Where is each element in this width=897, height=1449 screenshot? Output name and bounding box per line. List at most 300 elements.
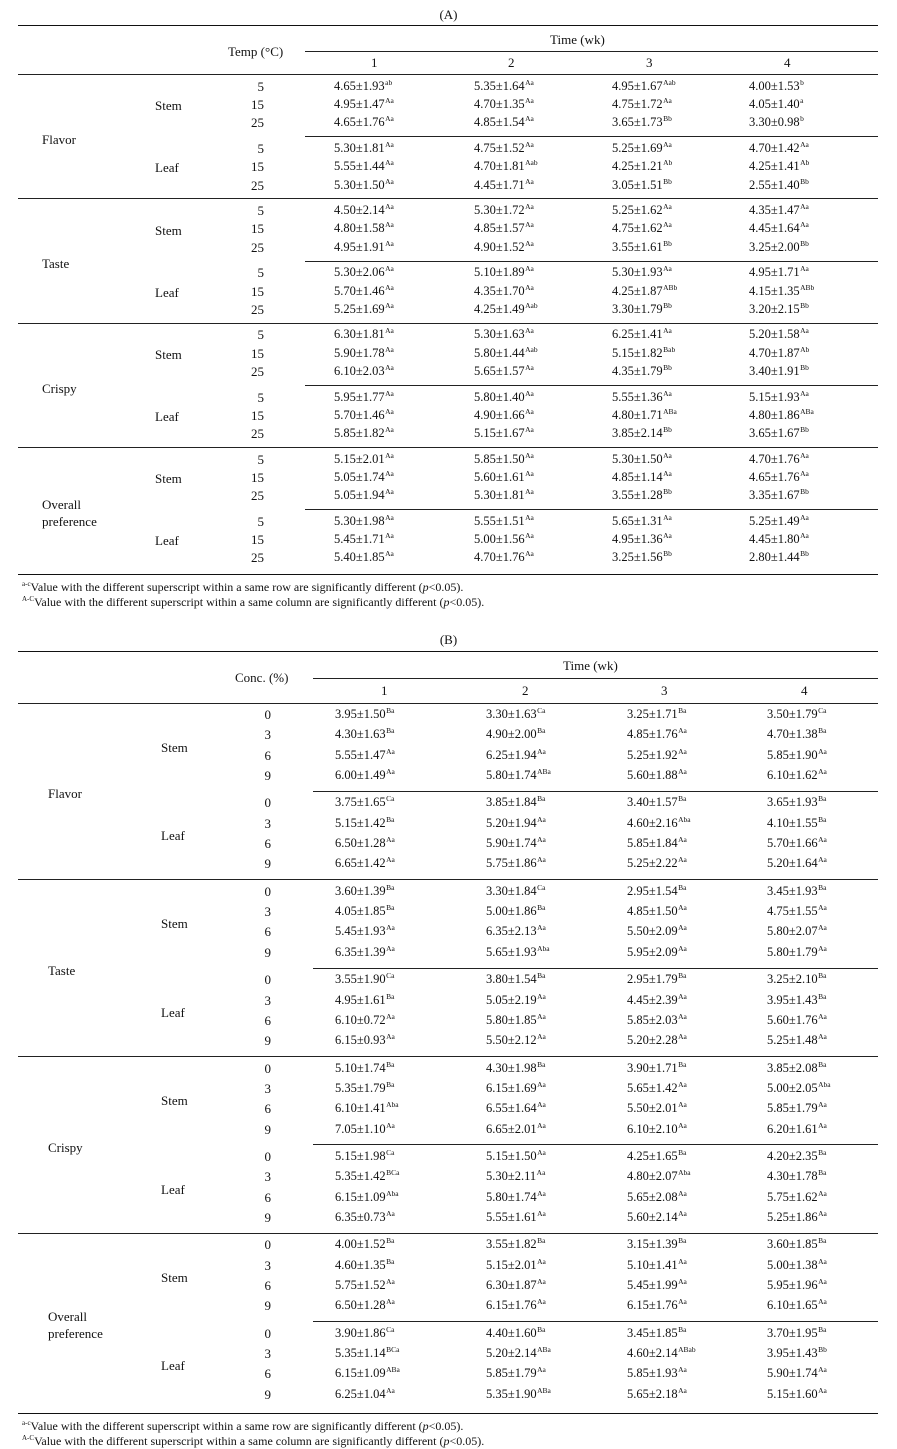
- table-cell: [767, 856, 827, 871]
- table-cell: [335, 1237, 394, 1252]
- table-cell: [767, 707, 826, 722]
- cell-value: 5.85±2.03: [627, 1012, 678, 1027]
- cell-value: 4.25±1.21: [612, 159, 663, 174]
- table-cell: [486, 1326, 545, 1341]
- cell-value: 4.85±1.14: [612, 469, 663, 484]
- cell-value: 4.50±2.14: [334, 203, 385, 218]
- table-cell: [749, 550, 809, 565]
- table-cell: [486, 1122, 546, 1137]
- level-label: 6: [264, 1189, 271, 1205]
- cell-value: 3.30±1.84: [486, 883, 537, 898]
- cell-superscript: Aa: [678, 1208, 687, 1218]
- table-cell: [767, 904, 827, 919]
- table-cell: [486, 945, 550, 960]
- cell-superscript: Aa: [385, 158, 394, 168]
- table-cell: [334, 488, 394, 503]
- table-cell: [767, 816, 826, 831]
- cell-value: 3.95±1.43: [767, 1346, 818, 1361]
- cell-superscript: Aa: [800, 202, 809, 212]
- cell-superscript: Aa: [525, 487, 534, 496]
- table-cell: [474, 514, 534, 529]
- cell-value: 5.15±1.93: [749, 389, 800, 404]
- table-cell: [612, 284, 677, 299]
- table-cell: [767, 1346, 827, 1361]
- cell-value: 5.70±1.46: [334, 283, 385, 298]
- factor-header: Temp (°C): [228, 44, 284, 59]
- cell-value: 4.95±1.36: [612, 531, 663, 546]
- cell-superscript: Aa: [525, 140, 534, 150]
- level-label: 15: [251, 407, 264, 423]
- table-cell: [334, 302, 394, 317]
- cell-value: 4.70±1.38: [767, 727, 818, 742]
- level-label: 5: [257, 141, 264, 157]
- table-cell: [486, 816, 546, 831]
- cell-value: 5.00±1.38: [767, 1257, 818, 1272]
- cell-superscript: Ba: [818, 794, 827, 804]
- cell-value: 4.85±1.76: [627, 727, 678, 742]
- cell-value: 5.00±2.05: [767, 1080, 818, 1095]
- table-cell: [486, 1346, 551, 1361]
- level-label: 5: [257, 203, 264, 219]
- part-label: Leaf: [155, 408, 179, 424]
- cell-value: 4.35±1.47: [749, 203, 800, 218]
- footnote-mark: A-C: [22, 1433, 35, 1442]
- table-cell: [612, 97, 672, 112]
- table-cell: [334, 284, 394, 299]
- table-cell: [486, 1033, 546, 1048]
- table-cell: [767, 748, 827, 763]
- cell-value: 5.55±1.47: [335, 747, 386, 762]
- rule-line: [18, 25, 878, 26]
- cell-value: 5.85±1.79: [767, 1101, 818, 1116]
- cell-value: 5.65±1.57: [474, 363, 525, 378]
- cell-superscript: Aa: [800, 388, 809, 398]
- time-header: Time (wk): [550, 32, 605, 47]
- cell-superscript: ABa: [386, 1365, 400, 1375]
- cell-superscript: Aa: [818, 746, 827, 756]
- level-label: 15: [251, 531, 264, 547]
- cell-superscript: Ca: [818, 706, 827, 715]
- cell-superscript: Ba: [818, 1148, 827, 1157]
- cell-value: 3.65±1.73: [612, 115, 663, 130]
- table-cell: [767, 727, 826, 742]
- cell-superscript: Aa: [536, 1168, 546, 1178]
- level-label: 15: [251, 283, 264, 299]
- cell-value: 5.80±2.07: [767, 924, 818, 939]
- table-cell: [486, 836, 546, 851]
- rule-line: [305, 261, 878, 262]
- part-label: Stem: [161, 916, 188, 932]
- cell-value: 4.70±1.76: [474, 550, 525, 565]
- table-cell: [474, 426, 534, 441]
- cell-value: 3.40±1.91: [749, 363, 800, 378]
- level-label: 25: [251, 177, 264, 193]
- table-cell: [767, 924, 827, 939]
- cell-superscript: Aa: [818, 1385, 827, 1395]
- cell-superscript: Ba: [678, 1236, 687, 1246]
- cell-superscript: ABa: [800, 406, 814, 416]
- cell-value: 6.25±1.04: [335, 1386, 386, 1401]
- table-cell: [749, 141, 809, 156]
- part-label: Leaf: [161, 1358, 185, 1374]
- table-cell: [335, 816, 394, 831]
- cell-superscript: Aa: [385, 450, 394, 460]
- table-cell: [627, 1326, 686, 1341]
- cell-value: 5.25±2.22: [627, 856, 678, 871]
- level-label: 0: [264, 795, 271, 811]
- cell-value: 5.85±1.90: [767, 747, 818, 762]
- cell-superscript: Aa: [385, 406, 394, 416]
- part-label: Stem: [161, 1270, 188, 1285]
- level-label: 3: [264, 1346, 271, 1362]
- table-cell: [486, 1278, 546, 1293]
- cell-value: 3.40±1.57: [627, 795, 678, 810]
- cell-superscript: Aa: [525, 549, 534, 559]
- cell-superscript: Aa: [385, 530, 394, 540]
- cell-superscript: Aa: [537, 1032, 546, 1042]
- cell-superscript: Aa: [525, 238, 534, 248]
- group-label: Crispy: [42, 380, 77, 396]
- cell-superscript: Aa: [663, 512, 672, 522]
- level-label: 5: [257, 265, 264, 281]
- cell-value: 5.85±1.84: [627, 836, 678, 850]
- cell-value: 4.15±1.35: [749, 283, 800, 298]
- cell-value: 5.30±1.81: [474, 488, 525, 502]
- level-label: 15: [251, 97, 264, 113]
- table-cell: [486, 768, 551, 783]
- cell-value: 4.60±2.14: [627, 1346, 678, 1361]
- cell-value: 4.95±1.91: [334, 239, 385, 254]
- table-cell: [627, 924, 687, 939]
- cell-value: 3.70±1.95: [767, 1325, 818, 1340]
- cell-superscript: Ba: [818, 1236, 827, 1246]
- cell-superscript: Ba: [386, 882, 395, 892]
- level-label: 3: [264, 904, 271, 920]
- cell-value: 6.65±2.01: [486, 1121, 537, 1136]
- table-cell: [335, 1101, 399, 1116]
- cell-value: 3.30±1.79: [612, 301, 663, 316]
- table-cell: [334, 470, 394, 485]
- cell-superscript: Aa: [385, 468, 394, 478]
- table-cell: [612, 452, 672, 467]
- level-label: 3: [264, 1257, 271, 1273]
- level-label: 3: [264, 1169, 271, 1185]
- level-label: 3: [264, 815, 271, 831]
- cell-superscript: Aba: [537, 943, 550, 953]
- cell-superscript: Aa: [800, 140, 809, 150]
- table-cell: [749, 203, 809, 218]
- table-cell: [474, 302, 538, 317]
- cell-superscript: Aa: [818, 1011, 827, 1021]
- cell-superscript: Aa: [678, 923, 687, 933]
- cell-value: 5.15±1.98: [335, 1149, 386, 1163]
- cell-superscript: Aa: [385, 202, 394, 212]
- level-label: 3: [264, 727, 271, 743]
- part-label: Leaf: [155, 160, 179, 176]
- cell-value: 5.35±1.79: [335, 1080, 386, 1095]
- cell-value: 5.35±1.42: [335, 1169, 386, 1184]
- level-label: 9: [264, 856, 271, 872]
- cell-superscript: Aa: [678, 726, 687, 736]
- cell-superscript: Aa: [525, 220, 534, 230]
- cell-value: 5.30±2.11: [486, 1169, 537, 1184]
- cell-value: 5.80±1.74: [486, 767, 537, 782]
- cell-value: 4.00±1.53: [749, 79, 800, 93]
- group-label: Overall preference: [48, 1308, 103, 1341]
- cell-superscript: Aa: [663, 530, 672, 540]
- level-label: 9: [264, 1209, 271, 1225]
- cell-superscript: Aa: [525, 530, 534, 540]
- cell-value: 5.30±1.93: [612, 265, 663, 280]
- cell-value: 4.35±1.79: [612, 363, 663, 378]
- cell-superscript: Aa: [800, 468, 809, 478]
- cell-superscript: Bb: [663, 549, 672, 559]
- cell-value: 5.25±1.69: [334, 301, 385, 316]
- cell-value: 5.65±1.93: [486, 944, 537, 959]
- table-cell: [627, 1190, 687, 1205]
- cell-superscript: Ba: [386, 1079, 395, 1089]
- cell-value: 3.75±1.65: [335, 795, 386, 810]
- cell-superscript: Aa: [385, 264, 394, 274]
- cell-value: 3.85±2.14: [612, 425, 663, 440]
- footnote: [22, 580, 463, 595]
- cell-superscript: Aa: [385, 424, 394, 434]
- cell-superscript: ABa: [663, 406, 677, 416]
- cell-superscript: Aa: [818, 1297, 827, 1307]
- cell-superscript: ABb: [800, 282, 815, 292]
- cell-value: 4.60±2.16: [627, 815, 678, 830]
- cell-superscript: Aa: [537, 1120, 546, 1130]
- cell-value: 4.80±2.07: [627, 1169, 678, 1184]
- cell-superscript: Aa: [818, 835, 827, 844]
- cell-value: 5.15±1.82: [612, 345, 663, 360]
- table-cell: [627, 768, 687, 783]
- cell-superscript: Aa: [678, 1365, 687, 1375]
- table-cell: [486, 1237, 545, 1252]
- cell-value: 4.40±1.60: [486, 1325, 537, 1340]
- cell-superscript: Aa: [386, 1011, 395, 1021]
- cell-superscript: Aa: [537, 1079, 546, 1089]
- cell-superscript: Aa: [385, 140, 394, 150]
- cell-superscript: Ba: [537, 1059, 546, 1069]
- level-label: 0: [264, 707, 271, 722]
- cell-superscript: Ab: [663, 158, 673, 168]
- level-label: 6: [264, 836, 271, 851]
- cell-superscript: Aa: [678, 1297, 687, 1307]
- cell-superscript: Ba: [678, 1148, 687, 1157]
- part-label: Stem: [155, 470, 182, 486]
- cell-value: 3.30±0.98: [749, 115, 800, 130]
- cell-value: 5.00±1.86: [486, 904, 537, 919]
- cell-superscript: Bb: [663, 300, 672, 310]
- table-cell: [486, 993, 546, 1008]
- rule-line: [313, 968, 878, 969]
- cell-value: 3.85±1.84: [486, 795, 537, 810]
- cell-superscript: Ba: [537, 1324, 546, 1334]
- cell-superscript: Aa: [818, 1277, 827, 1286]
- cell-superscript: Bb: [663, 238, 672, 248]
- group-label: Crispy: [48, 1140, 83, 1155]
- table-cell: [612, 488, 672, 503]
- table-cell: [767, 1169, 826, 1184]
- table-cell: [767, 972, 826, 987]
- table-cell: [335, 904, 394, 919]
- table-cell: [334, 390, 394, 405]
- cell-superscript: Aa: [537, 1011, 546, 1021]
- level-label: 15: [251, 221, 264, 237]
- cell-superscript: Aa: [678, 1277, 687, 1286]
- cell-value: 4.90±2.00: [486, 727, 537, 742]
- table-cell: [335, 748, 395, 763]
- cell-superscript: Aa: [678, 746, 687, 756]
- cell-superscript: Aa: [800, 512, 809, 522]
- table-cell: [612, 203, 672, 218]
- time-col-header: 4: [801, 683, 808, 698]
- table-cell: [749, 346, 809, 361]
- rule-line: [18, 651, 878, 652]
- level-label: 0: [264, 1237, 271, 1253]
- table-cell: [749, 390, 809, 405]
- cell-superscript: Aa: [386, 943, 395, 953]
- cell-value: 6.10±1.41: [335, 1101, 386, 1116]
- cell-value: 5.45±1.93: [335, 924, 386, 939]
- cell-superscript: Aa: [525, 424, 534, 434]
- table-cell: [627, 904, 687, 919]
- cell-value: 5.25±1.49: [749, 513, 800, 528]
- cell-value: 3.55±1.82: [486, 1237, 537, 1252]
- cell-superscript: Aa: [537, 814, 546, 824]
- cell-superscript: Bb: [663, 114, 672, 124]
- cell-superscript: Aa: [663, 450, 672, 460]
- cell-superscript: Aa: [525, 450, 534, 460]
- table-cell: [612, 221, 672, 236]
- cell-superscript: Aa: [525, 388, 534, 398]
- table-cell: [486, 856, 546, 871]
- cell-value: 5.30±1.50: [612, 451, 663, 466]
- cell-value: 5.95±1.96: [767, 1278, 818, 1292]
- cell-superscript: Bab: [663, 344, 676, 354]
- table-cell: [627, 1387, 687, 1402]
- cell-value: 5.35±1.90: [486, 1386, 537, 1401]
- cell-value: 5.15±2.01: [334, 451, 385, 466]
- rule-line: [18, 574, 878, 575]
- cell-superscript: Aa: [800, 450, 809, 460]
- cell-superscript: Ba: [386, 1256, 395, 1266]
- table-cell: [335, 1387, 395, 1402]
- cell-superscript: Aa: [663, 140, 672, 150]
- cell-value: 6.10±2.10: [627, 1121, 678, 1136]
- level-label: 6: [264, 1278, 271, 1293]
- cell-value: 3.55±1.61: [612, 239, 663, 254]
- cell-value: 4.30±1.98: [486, 1060, 537, 1075]
- time-col-header: 1: [371, 55, 378, 70]
- table-cell: [334, 178, 394, 193]
- cell-superscript: ABa: [537, 766, 551, 776]
- cell-value: 4.95±1.61: [335, 992, 386, 1007]
- cell-value: 4.70±1.42: [749, 141, 800, 156]
- level-label: 9: [264, 1121, 271, 1137]
- table-cell: [486, 1258, 546, 1273]
- cell-superscript: Aba: [386, 1100, 399, 1110]
- cell-value: 6.35±0.73: [335, 1209, 386, 1224]
- cell-value: 5.20±1.58: [749, 327, 800, 342]
- table-cell: [486, 795, 545, 810]
- cell-value: 5.65±1.31: [612, 513, 663, 528]
- time-header: Time (wk): [563, 658, 618, 673]
- cell-value: 5.20±1.64: [767, 856, 818, 871]
- cell-value: 5.65±2.18: [627, 1386, 678, 1401]
- table-cell: [335, 1210, 395, 1225]
- cell-superscript: Bb: [663, 424, 672, 434]
- cell-superscript: Aa: [385, 176, 394, 186]
- cell-value: 4.75±1.52: [474, 141, 525, 156]
- cell-value: 5.30±1.72: [474, 203, 525, 218]
- cell-superscript: ABab: [678, 1345, 696, 1355]
- table-cell: [612, 79, 676, 94]
- table-cell: [334, 221, 394, 236]
- cell-superscript: Aa: [537, 835, 546, 844]
- cell-value: 5.25±1.69: [612, 141, 663, 156]
- table-cell: [335, 1013, 395, 1028]
- cell-value: 3.45±1.93: [767, 883, 818, 898]
- table-cell: [335, 1190, 399, 1205]
- cell-value: 4.45±2.39: [627, 992, 678, 1007]
- cell-value: 3.85±2.08: [767, 1060, 818, 1075]
- table-cell: [486, 1169, 545, 1184]
- level-label: 5: [257, 327, 264, 343]
- table-cell: [334, 159, 394, 174]
- cell-value: 5.35±1.14: [335, 1346, 386, 1361]
- cell-value: 5.60±2.14: [627, 1209, 678, 1224]
- cell-superscript: Bb: [800, 487, 809, 496]
- footnote-tail: <0.05).: [428, 580, 464, 595]
- table-cell: [627, 816, 691, 831]
- table-cell: [767, 945, 827, 960]
- cell-superscript: Aa: [663, 326, 672, 336]
- cell-superscript: Aa: [800, 264, 809, 274]
- cell-value: 5.30±1.81: [334, 141, 385, 156]
- cell-superscript: Aa: [537, 1297, 546, 1307]
- table-cell: [334, 452, 394, 467]
- cell-superscript: Aa: [525, 468, 534, 478]
- cell-value: 6.10±2.03: [334, 363, 385, 378]
- part-label: Leaf: [161, 1004, 185, 1020]
- level-label: 0: [264, 1149, 271, 1164]
- table-cell: [627, 993, 687, 1008]
- table-cell: [335, 1061, 394, 1076]
- table-cell: [627, 1298, 687, 1313]
- cell-superscript: Aa: [386, 746, 395, 756]
- table-cell: [612, 390, 672, 405]
- table-cell: [334, 265, 394, 280]
- table-cell: [627, 795, 686, 810]
- rule-line: [305, 136, 878, 137]
- cell-superscript: Aa: [386, 855, 395, 865]
- rule-line: [18, 323, 878, 324]
- cell-superscript: Aa: [537, 1188, 546, 1198]
- level-label: 25: [251, 115, 264, 131]
- cell-superscript: Aa: [385, 362, 394, 372]
- group-label: Overall preference: [42, 496, 97, 529]
- table-cell: [335, 1326, 394, 1341]
- cell-superscript: Aa: [537, 923, 546, 933]
- cell-value: 6.50±1.28: [335, 1298, 386, 1313]
- cell-value: 5.20±2.28: [627, 1033, 678, 1048]
- cell-value: 3.90±1.86: [335, 1325, 386, 1340]
- time-col-header: 2: [508, 55, 515, 70]
- rule-line: [313, 1321, 878, 1322]
- level-label: 0: [264, 1060, 271, 1076]
